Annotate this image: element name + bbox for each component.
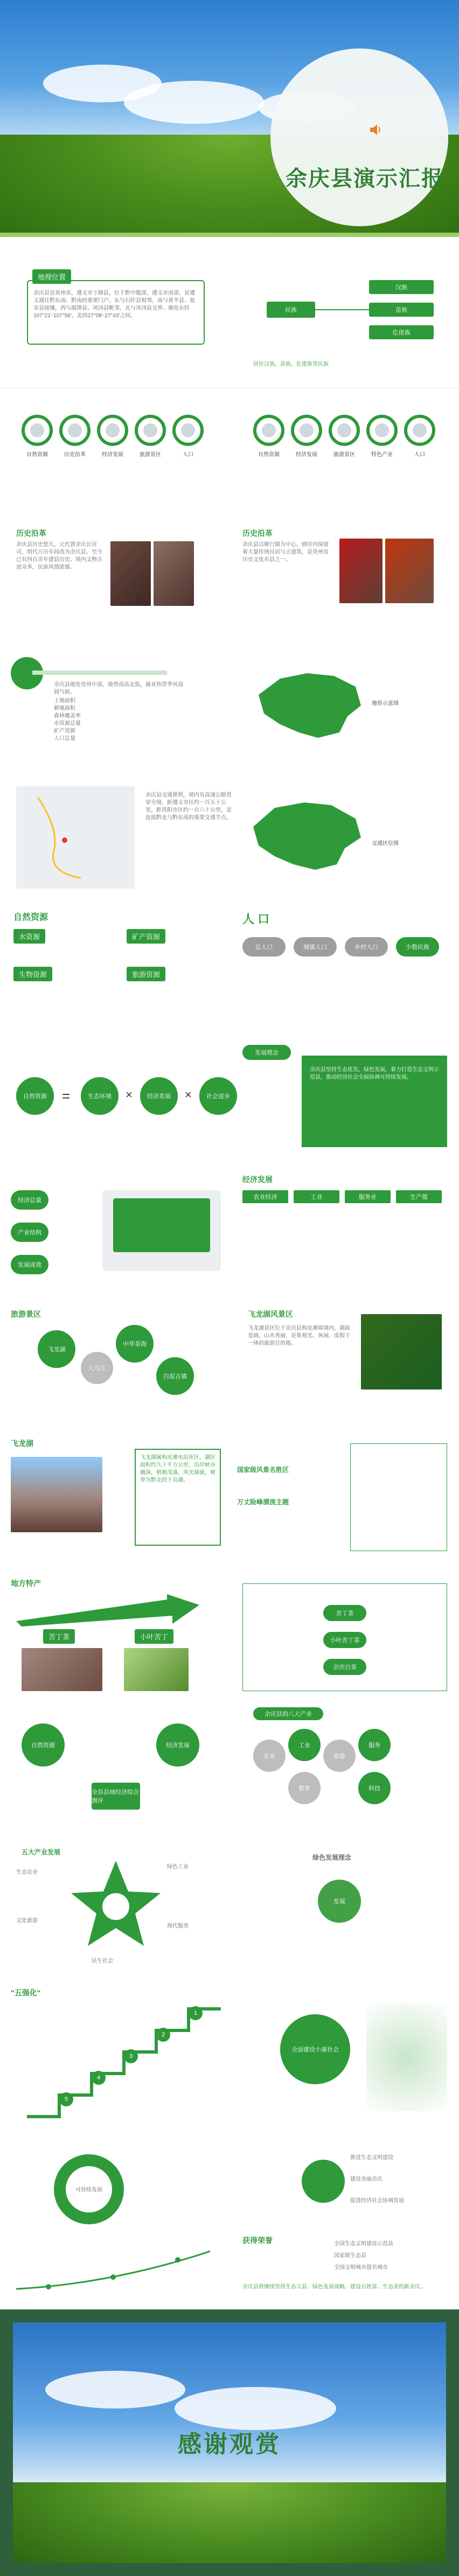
concept-pill: 发展理念 <box>242 1045 291 1060</box>
photo <box>124 1648 189 1691</box>
gear: 中华茶海 <box>116 1325 154 1363</box>
china-map <box>248 662 366 743</box>
section-heading: 人 口 <box>242 912 270 926</box>
closing-title: 感谢观赏 <box>178 2431 281 2458</box>
intro-text: 余庆县地处贵州中部，地势南高北低，属亚热带季风湿润气候。 <box>54 682 183 695</box>
feature-item: 国家级风景名胜区 <box>237 1466 289 1474</box>
steps-slide <box>0 1982 459 2133</box>
resource-tag: 水资源 <box>13 929 45 944</box>
timeline <box>16 2246 210 2294</box>
item-pill: 余庆白茶 <box>323 1659 366 1675</box>
section-heading: 旅游景区 <box>11 1310 41 1318</box>
list-item: 耕地面积 <box>54 706 75 711</box>
gear: 白泥古镇 <box>156 1357 194 1395</box>
photo <box>361 1314 442 1390</box>
ring-1 <box>22 415 53 446</box>
specialty-slide <box>0 1573 459 1702</box>
cloud <box>175 2387 336 2430</box>
section-heading: 五大产业发展 <box>22 1848 61 1856</box>
section-text: 飞龙湖属构皮滩电站库区，湖区面积约九十平方公里，沿岸峡谷幽深，植被茂盛，风光旖旎，被誉为黔北的千岛湖。 <box>140 1455 215 1483</box>
section-heading: "五强化" <box>11 1988 41 1997</box>
side-pill: 经济总量 <box>11 1190 48 1210</box>
flow-node: 经济发展 <box>140 1077 178 1115</box>
column-header: 工业 <box>294 1190 339 1203</box>
center-pill: 民族 <box>267 302 315 318</box>
step-badge: 3 <box>124 2049 138 2063</box>
ring-label: 经济发展 <box>296 452 317 458</box>
laptop-image <box>102 1190 221 1271</box>
sub-heading: 飞龙湖风景区 <box>248 1310 293 1318</box>
honor-item: 国家级生态县 <box>334 2253 366 2259</box>
side-pill: 发展成效 <box>11 1255 48 1274</box>
resource-tag: 生物资源 <box>13 967 52 981</box>
tourism-slide <box>0 1303 459 1433</box>
photo <box>11 1457 102 1532</box>
cover-slide <box>0 0 459 237</box>
star-slide <box>0 1842 459 1982</box>
list-item: 森林覆盖率 <box>54 713 81 719</box>
ring-9 <box>366 415 398 446</box>
item-pill: 小叶苦丁茶 <box>323 1632 366 1648</box>
gear: 飞龙湖 <box>38 1330 75 1368</box>
step-badge: 2 <box>156 2028 170 2042</box>
arrow-step: 总人口 <box>242 937 286 957</box>
cloud <box>124 81 264 124</box>
resource-tag: 矿产资源 <box>127 929 165 944</box>
connector <box>315 309 369 310</box>
photo <box>22 1648 102 1691</box>
section-heading: 经济发展 <box>242 1175 273 1184</box>
fact-list <box>54 697 194 743</box>
photo <box>339 539 382 603</box>
right-text: 推进生态文明建设 <box>350 2155 393 2161</box>
gear: 科技 <box>358 1772 391 1804</box>
plant-image <box>366 2003 447 2111</box>
thank-you-slide <box>0 2309 459 2576</box>
list-item: 水资源总量 <box>54 721 81 727</box>
ring-4 <box>135 415 166 446</box>
ring-8 <box>329 415 360 446</box>
bottom-bar <box>0 233 459 237</box>
column-header: 农业经济 <box>242 1190 288 1203</box>
arrow-step: 城镇人口 <box>294 937 337 957</box>
section-text: 余庆县交通便利，境内有高速公路贯穿全境，距遵义市区约一百五十公里，距贵阳市区约一百六十公里，是连接黔北与黔东南的重要交通节点。 <box>145 792 232 821</box>
flow-node: 自然资源 <box>16 1077 54 1115</box>
feature-item: 万丈险峰漂流主题 <box>237 1498 289 1506</box>
list-item: 人口总量 <box>54 736 75 742</box>
honor-item: 全国文明城市提名城市 <box>334 2265 388 2271</box>
ring-slide <box>0 2133 459 2230</box>
section-heading: 历史沿革 <box>16 529 46 537</box>
star-item: 现代服务 <box>167 1923 189 1929</box>
ring-label: 旅游景区 <box>333 452 355 458</box>
title-pill: 余庆县的八大产业 <box>253 1707 323 1720</box>
star-item: 民生社会 <box>92 1958 113 1964</box>
economy-slide <box>0 1169 459 1303</box>
star-item: 生态农业 <box>16 1869 38 1875</box>
footer-text: 余庆县将继续坚持生态立县、绿色发展战略，建设百姓富、生态美的新余庆。 <box>242 2284 426 2290</box>
star-item: 文化旅游 <box>16 1918 38 1924</box>
right-text: 建设美丽余庆 <box>350 2176 382 2182</box>
ring-label: 经济发展 <box>102 452 123 458</box>
circle-node: 自然资源 <box>22 1723 65 1767</box>
cloud <box>45 2371 185 2409</box>
traffic-slide <box>0 776 459 905</box>
ring-label: 自然资源 <box>258 452 280 458</box>
lake-slide <box>0 1433 459 1573</box>
flow-node: 社会进步 <box>199 1077 237 1115</box>
ring-label: 历史沿革 <box>64 452 86 458</box>
section-heading: 获得荣誉 <box>242 2236 273 2245</box>
flow-slide <box>0 1034 459 1169</box>
section-tag: 地理位置 <box>32 269 71 284</box>
step-badge: 1 <box>189 2006 203 2020</box>
ring-label: 可持续发展 <box>75 2187 102 2193</box>
center-circle: 发展 <box>318 1880 361 1923</box>
rule-box <box>350 1443 447 1551</box>
resource-tag: 旅游资源 <box>127 967 165 981</box>
honors-slide <box>0 2230 459 2309</box>
ring-label: 自然资源 <box>26 452 48 458</box>
column-header: 服务业 <box>345 1190 391 1203</box>
star-item: 绿色工业 <box>167 1864 189 1870</box>
gear: 服务 <box>358 1729 391 1761</box>
route-map <box>16 786 135 889</box>
section-heading: 地方特产 <box>11 1579 41 1588</box>
history-slide <box>0 517 459 646</box>
ring-label: 人口 <box>414 452 425 458</box>
section-text: 飞龙湖景区位于余庆县构皮滩镇境内，湖面宽阔，山水秀丽，是集观光、休闲、度假于一体的旅游目的地。 <box>248 1325 350 1346</box>
gear: 大乌江 <box>81 1352 113 1384</box>
industry-slide <box>0 1702 459 1842</box>
center-node: 全县县域经济综合测评 <box>92 1783 140 1810</box>
gear: 工业 <box>288 1729 321 1761</box>
center-circle: 全面建设小康社会 <box>280 2014 350 2084</box>
right-heading: 绿色发展理念 <box>312 1854 352 1861</box>
china-map <box>242 792 366 878</box>
ring-10 <box>404 415 435 446</box>
footer-text: 居住汉族，苗族，仡佬族等民族 <box>253 361 329 367</box>
page-title: 余庆县演示汇报 <box>286 167 444 191</box>
side-pill: 产业结构 <box>11 1223 48 1242</box>
flow-node: 生态环境 <box>81 1077 119 1115</box>
equals-icon: = <box>62 1088 71 1104</box>
photo <box>154 541 194 606</box>
item-pill: 苗族 <box>369 303 434 317</box>
thank-you-scene <box>13 2322 446 2563</box>
photo <box>110 541 151 606</box>
plus-icon: × <box>126 1088 133 1101</box>
section-text: 余庆县坚持生态优先、绿色发展，着力打造生态文明示范县，推动经济社会全面协调可持续发展。 <box>310 1067 439 1080</box>
grassland <box>13 2482 446 2563</box>
plus-icon: × <box>185 1088 192 1101</box>
step-badge: 4 <box>92 2071 106 2085</box>
section-heading: 历史沿革 <box>242 529 273 537</box>
map-label: 地形示意图 <box>372 701 399 707</box>
header-band <box>32 671 167 675</box>
section-heading: 飞龙湖 <box>11 1439 33 1448</box>
ring-3 <box>97 415 128 446</box>
column-header: 生产值 <box>396 1190 442 1203</box>
item-label: 苦丁茶 <box>43 1629 75 1644</box>
arrow-step: 少数民族 <box>396 937 439 957</box>
right-text: 促进经济社会协调发展 <box>350 2198 404 2204</box>
ring-label: 旅游景区 <box>140 452 161 458</box>
ring-2 <box>59 415 91 446</box>
star-graphic <box>70 1858 162 1950</box>
resources-slide <box>0 905 459 1034</box>
ring-label: 特色产业 <box>371 452 393 458</box>
map-label: 交通区位图 <box>372 841 399 847</box>
section-heading: 自然资源 <box>13 913 48 922</box>
gear: 旅游 <box>323 1740 356 1772</box>
step-badge: 5 <box>59 2092 73 2106</box>
speaker-icon[interactable] <box>368 123 382 137</box>
list-item: 土地面积 <box>54 698 75 704</box>
item-pill: 苦丁茶 <box>323 1605 366 1621</box>
gear: 教育 <box>288 1772 321 1804</box>
photo <box>385 539 434 603</box>
circle-node: 经济发展 <box>156 1723 199 1767</box>
section-text: 余庆县以敏行镇为中心，辖区内保留着大量传统民居与古建筑，是贵州省历史文化名县之一。 <box>242 542 329 563</box>
ring-label: 人口 <box>183 452 193 458</box>
ring-7 <box>291 415 322 446</box>
item-label: 小叶苦丁 <box>135 1629 173 1644</box>
section-text: 余庆县历史悠久，元代置余庆长官司，明代万历年间改为余庆县，至今已有四百余年建县历史。境内文物古迹众多，民族风情浓郁。 <box>16 542 102 570</box>
gear: 农业 <box>253 1740 286 1772</box>
column-table <box>242 1190 447 1282</box>
arrow-step: 乡村人口 <box>345 937 388 957</box>
overview-slide <box>0 646 459 776</box>
section-text: 余庆县是贵州省，遵义市下辖县，位于黔中腹部，遵义市南部，是遵义通往黔东南、黔南的重要门户。东与石阡县相邻，南与黄平县、瓮安县接壤，西与湄潭县、凤冈县毗邻，北与凤冈县交界。地处东经107°21′-107°56′，北纬27°08′-27°43′之间。 <box>33 290 195 319</box>
honor-item: 全国生态文明建设示范县 <box>334 2241 393 2247</box>
item-pill: 汉族 <box>369 280 434 294</box>
rings-slide <box>0 388 459 485</box>
ring-5 <box>172 415 204 446</box>
circle-cluster <box>302 2160 345 2203</box>
item-pill: 仡佬族 <box>369 325 434 339</box>
arrow-graphic <box>16 1594 199 1626</box>
ring-6 <box>253 415 284 446</box>
location-slide <box>0 248 459 388</box>
list-item: 矿产资源 <box>54 728 75 734</box>
title-circle <box>270 48 448 226</box>
